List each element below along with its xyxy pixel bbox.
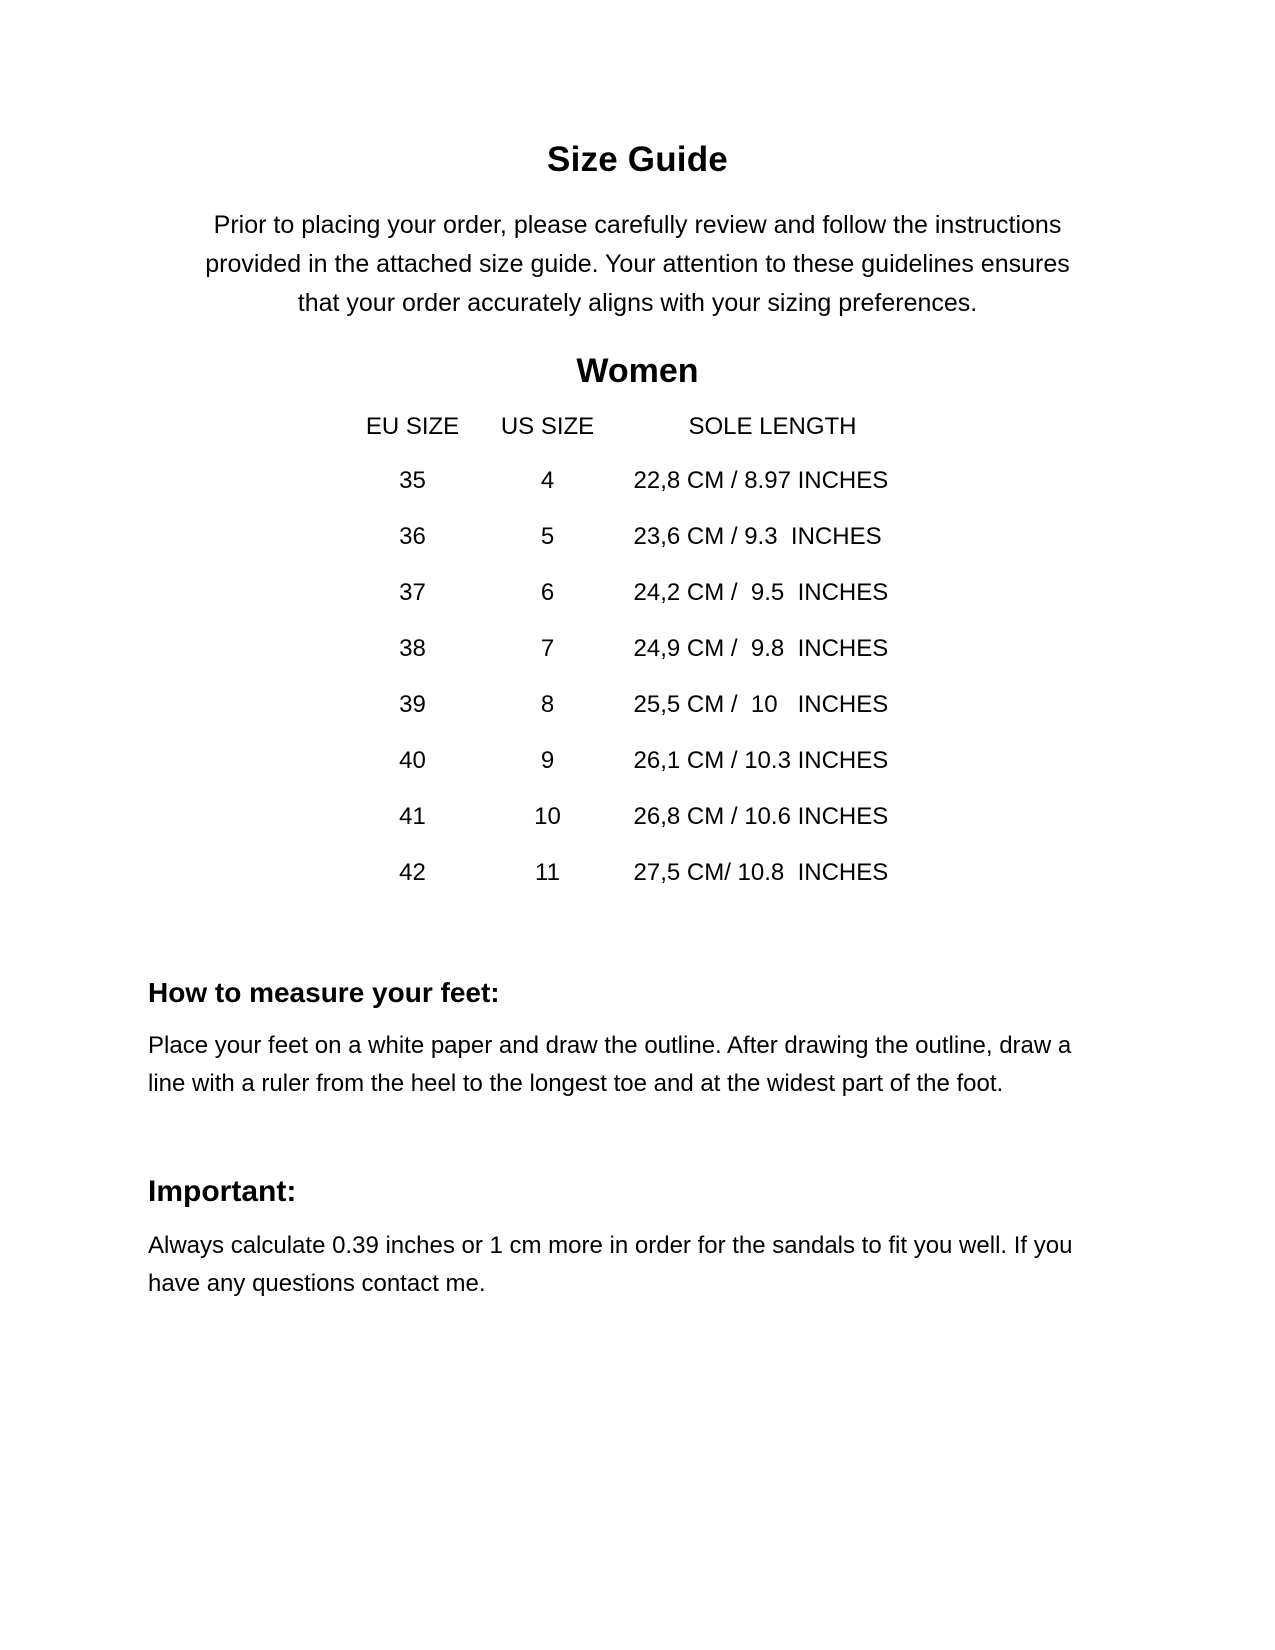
table-row — [338, 453, 938, 509]
heading-important: Important: — [148, 1175, 297, 1209]
cell-eu-size: 42 — [399, 859, 426, 887]
paragraph-how-to-measure: Place your feet on a white paper and draw the outline. After drawing the outline, draw a line with a ruler from the heel to the longest toe and at the widest part of the foot. — [148, 1032, 1072, 1098]
cell-sole-length: 24,2 CM / 9.5 INCHES — [633, 579, 889, 607]
cell-sole-length: 25,5 CM / 10 INCHES — [633, 691, 889, 719]
table-row — [338, 789, 938, 845]
cell-eu-size: 37 — [399, 579, 426, 607]
table-row — [338, 733, 938, 789]
cell-us-size: 11 — [535, 859, 560, 887]
column-header-sole-length: SOLE LENGTH — [688, 413, 857, 441]
cell-us-size: 7 — [540, 635, 555, 663]
cell-us-size: 8 — [540, 691, 555, 719]
heading-how-to-measure: How to measure your feet: — [148, 977, 500, 1009]
cell-us-size: 4 — [540, 467, 555, 495]
cell-eu-size: 35 — [399, 467, 426, 495]
table-header-row — [338, 413, 938, 453]
cell-sole-length: 22,8 CM / 8.97 INCHES — [633, 467, 889, 495]
section-title-women: Women — [576, 352, 699, 391]
cell-sole-length: 23,6 CM / 9.3 INCHES — [633, 523, 882, 551]
column-header-eu-size: EU SIZE — [365, 413, 460, 441]
table-row — [338, 677, 938, 733]
cell-eu-size: 36 — [399, 523, 426, 551]
cell-sole-length: 24,9 CM / 9.8 INCHES — [633, 635, 889, 663]
table-row — [338, 565, 938, 621]
cell-us-size: 6 — [540, 579, 555, 607]
table-row — [338, 621, 938, 677]
cell-us-size: 9 — [540, 747, 555, 775]
table-row — [338, 509, 938, 565]
size-chart-table — [338, 413, 938, 901]
cell-sole-length: 26,1 CM / 10.3 INCHES — [633, 747, 889, 775]
column-header-us-size: US SIZE — [500, 413, 595, 441]
cell-eu-size: 38 — [399, 635, 426, 663]
table-body — [338, 453, 938, 901]
cell-eu-size: 39 — [399, 691, 426, 719]
cell-eu-size: 40 — [399, 747, 426, 775]
page-title: Size Guide — [547, 140, 728, 179]
cell-us-size: 10 — [534, 803, 561, 831]
paragraph-important: Always calculate 0.39 inches or 1 cm more in order for the sandals to fit you well. If you have any questions contact me. — [148, 1232, 1073, 1297]
table-row — [338, 845, 938, 901]
cell-sole-length: 27,5 CM/ 10.8 INCHES — [633, 859, 889, 887]
cell-us-size: 5 — [540, 523, 555, 551]
table-header — [338, 413, 938, 453]
cell-eu-size: 41 — [399, 803, 426, 831]
cell-sole-length: 26,8 CM / 10.6 INCHES — [633, 803, 889, 831]
intro-paragraph: Prior to placing your order, please carefully review and follow the instructions provided in the attached size guide. Your attention to these guidelines ensures that your order accurately aligns with your sizing preferences. — [205, 211, 1070, 317]
